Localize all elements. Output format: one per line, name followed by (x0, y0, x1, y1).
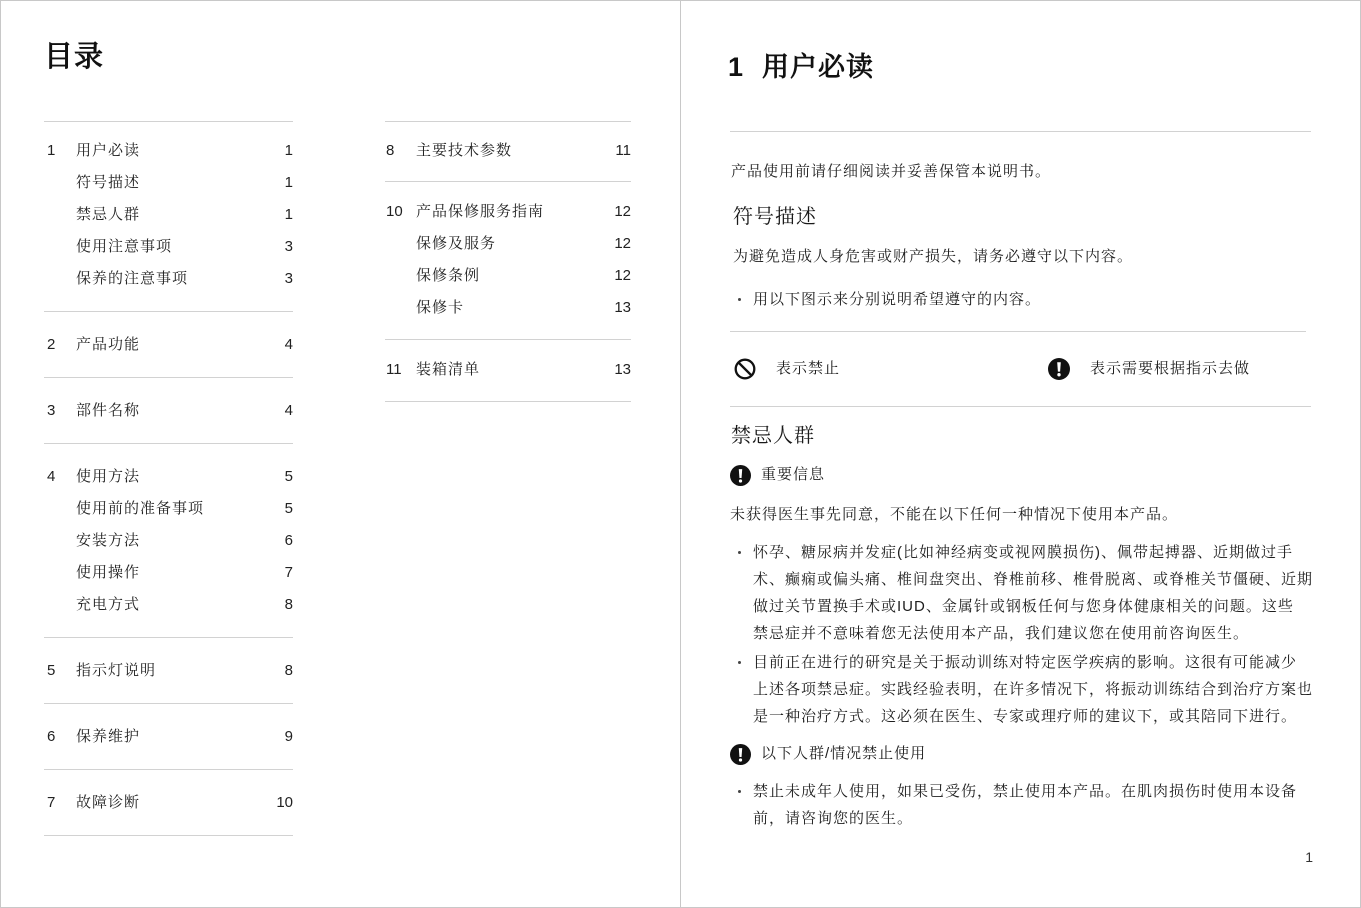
toc-entry-page: 10 (276, 794, 293, 811)
toc-group (385, 340, 631, 402)
toc-group (44, 378, 293, 444)
bullet-text-line: 是一种治疗方式。这必须在医生、专家或理疗师的建议下，或其陪同下进行。 (753, 708, 1298, 725)
legend-label: 表示禁止 (776, 360, 841, 377)
toc-entry-page: 12 (614, 203, 631, 220)
toc-group (44, 770, 293, 836)
toc-subentry (44, 557, 293, 589)
toc-entry (44, 329, 293, 361)
bullet-text-line: 怀孕、糖尿病并发症(比如神经病变或视网膜损伤)、佩带起搏器、近期做过手 (753, 544, 1293, 561)
toc-subentry (44, 493, 293, 525)
toc-entry-number: 4 (47, 468, 56, 485)
toc-entry-page: 5 (284, 468, 293, 485)
legend-mandatory (1048, 358, 1250, 380)
right-page (681, 1, 1360, 907)
toc-entry-page: 12 (614, 267, 631, 284)
page-number: 1 (1305, 849, 1313, 865)
divider-rule (730, 406, 1311, 407)
divider-rule (730, 331, 1306, 332)
toc-group (44, 704, 293, 770)
toc-entry-page: 8 (284, 596, 293, 613)
toc-entry-number: 3 (47, 402, 56, 419)
left-page (1, 1, 680, 907)
toc-entry-title: 使用注意事项 (76, 238, 173, 255)
symbols-intro: 为避免造成人身危害或财产损失，请务必遵守以下内容。 (733, 248, 1134, 265)
toc-entry-title: 用户必读 (76, 142, 141, 159)
bullet-text-line: 做过关节置换手术或IUD、金属针或钢板任何与您身体健康相关的问题。这些 (753, 598, 1294, 615)
toc-entry-title: 使用方法 (76, 468, 141, 485)
toc-entry-title: 充电方式 (76, 596, 141, 613)
toc-entry-title: 保修及服务 (416, 235, 497, 252)
toc-entry-page: 8 (284, 662, 293, 679)
bullet-text-line: 禁忌症并不意味着您无法使用本产品，我们建议您在使用前咨询医生。 (753, 625, 1250, 642)
section-heading (728, 49, 874, 85)
exclamation-icon (730, 465, 751, 486)
toc-entry-title: 装箱清单 (416, 361, 481, 378)
toc-subentry (44, 167, 293, 199)
toc-entry (385, 354, 631, 386)
toc-entry-title: 保养维护 (76, 728, 141, 745)
toc-entry-number: 7 (47, 794, 56, 811)
toc-entry-number: 10 (386, 203, 403, 220)
toc-entry-title: 部件名称 (76, 402, 141, 419)
toc-group (44, 122, 293, 312)
important-notice (730, 464, 825, 486)
toc-group (44, 638, 293, 704)
toc-entry-title: 使用前的准备事项 (76, 500, 205, 517)
toc-entry-title: 产品保修服务指南 (416, 203, 545, 220)
toc-entry-title: 指示灯说明 (76, 662, 157, 679)
toc-entry-title: 产品功能 (76, 336, 141, 353)
exclamation-icon (730, 744, 751, 765)
contraindications-intro: 未获得医生事先同意，不能在以下任何一种情况下使用本产品。 (730, 506, 1179, 523)
toc-entry-page: 7 (284, 564, 293, 581)
toc-entry-page: 3 (284, 238, 293, 255)
toc-entry (44, 461, 293, 493)
bullet-text-line: 禁止未成年人使用，如果已受伤，禁止使用本产品。在肌肉损伤时使用本设备 (753, 783, 1298, 800)
bullet-text: 用以下图示来分别说明希望遵守的内容。 (753, 291, 1042, 308)
toc-entry-title: 符号描述 (76, 174, 141, 191)
toc-subentry (44, 589, 293, 621)
toc-entry (44, 395, 293, 427)
toc-entry-page: 1 (284, 142, 293, 159)
divider-rule (730, 131, 1311, 132)
notice-label: 以下人群/情况禁止使用 (761, 745, 927, 762)
toc-entry-number: 2 (47, 336, 56, 353)
toc-subentry (385, 228, 631, 260)
prohibition-icon (734, 358, 756, 380)
toc-title: 目录 (44, 41, 105, 73)
toc-entry-title: 故障诊断 (76, 794, 141, 811)
toc-subentry (385, 292, 631, 324)
toc-column-left (44, 121, 293, 836)
toc-entry-number: 5 (47, 662, 56, 679)
toc-entry-page: 3 (284, 270, 293, 287)
toc-subentry (385, 260, 631, 292)
prohibited-notice (730, 743, 926, 765)
toc-entry-number: 11 (386, 361, 402, 378)
toc-entry-title: 主要技术参数 (416, 142, 513, 159)
bullet-dot (738, 551, 741, 554)
toc-entry-title: 安装方法 (76, 532, 141, 549)
toc-subentry (44, 231, 293, 263)
toc-entry-page: 4 (284, 402, 293, 419)
list-item (738, 778, 1348, 832)
toc-entry-title: 保修卡 (416, 299, 465, 316)
toc-subentry (44, 263, 293, 295)
prohibited-bullet-list (738, 778, 1348, 834)
toc-entry (44, 135, 293, 167)
toc-entry-title: 保修条例 (416, 267, 481, 284)
list-item (738, 539, 1348, 647)
toc-entry (44, 721, 293, 753)
legend-prohibited (734, 358, 840, 380)
toc-entry-number: 8 (386, 142, 395, 159)
toc-entry (44, 655, 293, 687)
legend-label: 表示需要根据指示去做 (1090, 360, 1251, 377)
toc-entry-page: 11 (615, 142, 631, 159)
toc-entry-page: 5 (284, 500, 293, 517)
toc-group (385, 182, 631, 340)
symbols-bullet-list (738, 286, 1348, 315)
section-title: 用户必读 (762, 52, 875, 82)
toc-entry-page: 13 (614, 299, 631, 316)
bullet-text-line: 术、癫痫或偏头痛、椎间盘突出、脊椎前移、椎骨脱离、或脊椎关节僵硬、近期 (753, 571, 1314, 588)
bullet-dot (738, 790, 741, 793)
bullet-text-line: 前，请咨询您的医生。 (753, 810, 914, 827)
list-item (738, 286, 1348, 313)
list-item (738, 649, 1348, 730)
contraindications-bullet-list (738, 539, 1348, 732)
bullet-dot (738, 661, 741, 664)
toc-entry-page: 12 (614, 235, 631, 252)
toc-entry (385, 135, 631, 167)
notice-label: 重要信息 (761, 466, 826, 483)
toc-group (385, 122, 631, 182)
toc-entry-title: 禁忌人群 (76, 206, 141, 223)
toc-subentry (44, 199, 293, 231)
toc-entry-page: 13 (614, 361, 631, 378)
toc-entry-page: 9 (284, 728, 293, 745)
bullet-text-line: 上述各项禁忌症。实践经验表明，在许多情况下，将振动训练结合到治疗方案也 (753, 681, 1314, 698)
toc-entry (385, 196, 631, 228)
toc-subentry (44, 525, 293, 557)
toc-entry-number: 6 (47, 728, 56, 745)
toc-entry-page: 6 (284, 532, 293, 549)
toc-column-right (385, 121, 631, 402)
toc-entry-page: 1 (284, 174, 293, 191)
toc-entry-title: 保养的注意事项 (76, 270, 189, 287)
toc-entry-page: 4 (284, 336, 293, 353)
bullet-text-line: 目前正在进行的研究是关于振动训练对特定医学疾病的影响。这很有可能减少 (753, 654, 1298, 671)
symbols-heading: 符号描述 (733, 206, 817, 228)
toc-group (44, 444, 293, 638)
section-intro: 产品使用前请仔细阅读并妥善保管本说明书。 (731, 163, 1052, 180)
toc-entry (44, 787, 293, 819)
toc-group (44, 312, 293, 378)
bullet-dot (738, 298, 741, 301)
exclamation-icon (1048, 358, 1070, 380)
section-number: 1 (728, 52, 744, 82)
contraindications-heading: 禁忌人群 (731, 425, 815, 447)
toc-entry-number: 1 (47, 142, 56, 159)
toc-entry-page: 1 (284, 206, 293, 223)
toc-entry-title: 使用操作 (76, 564, 141, 581)
